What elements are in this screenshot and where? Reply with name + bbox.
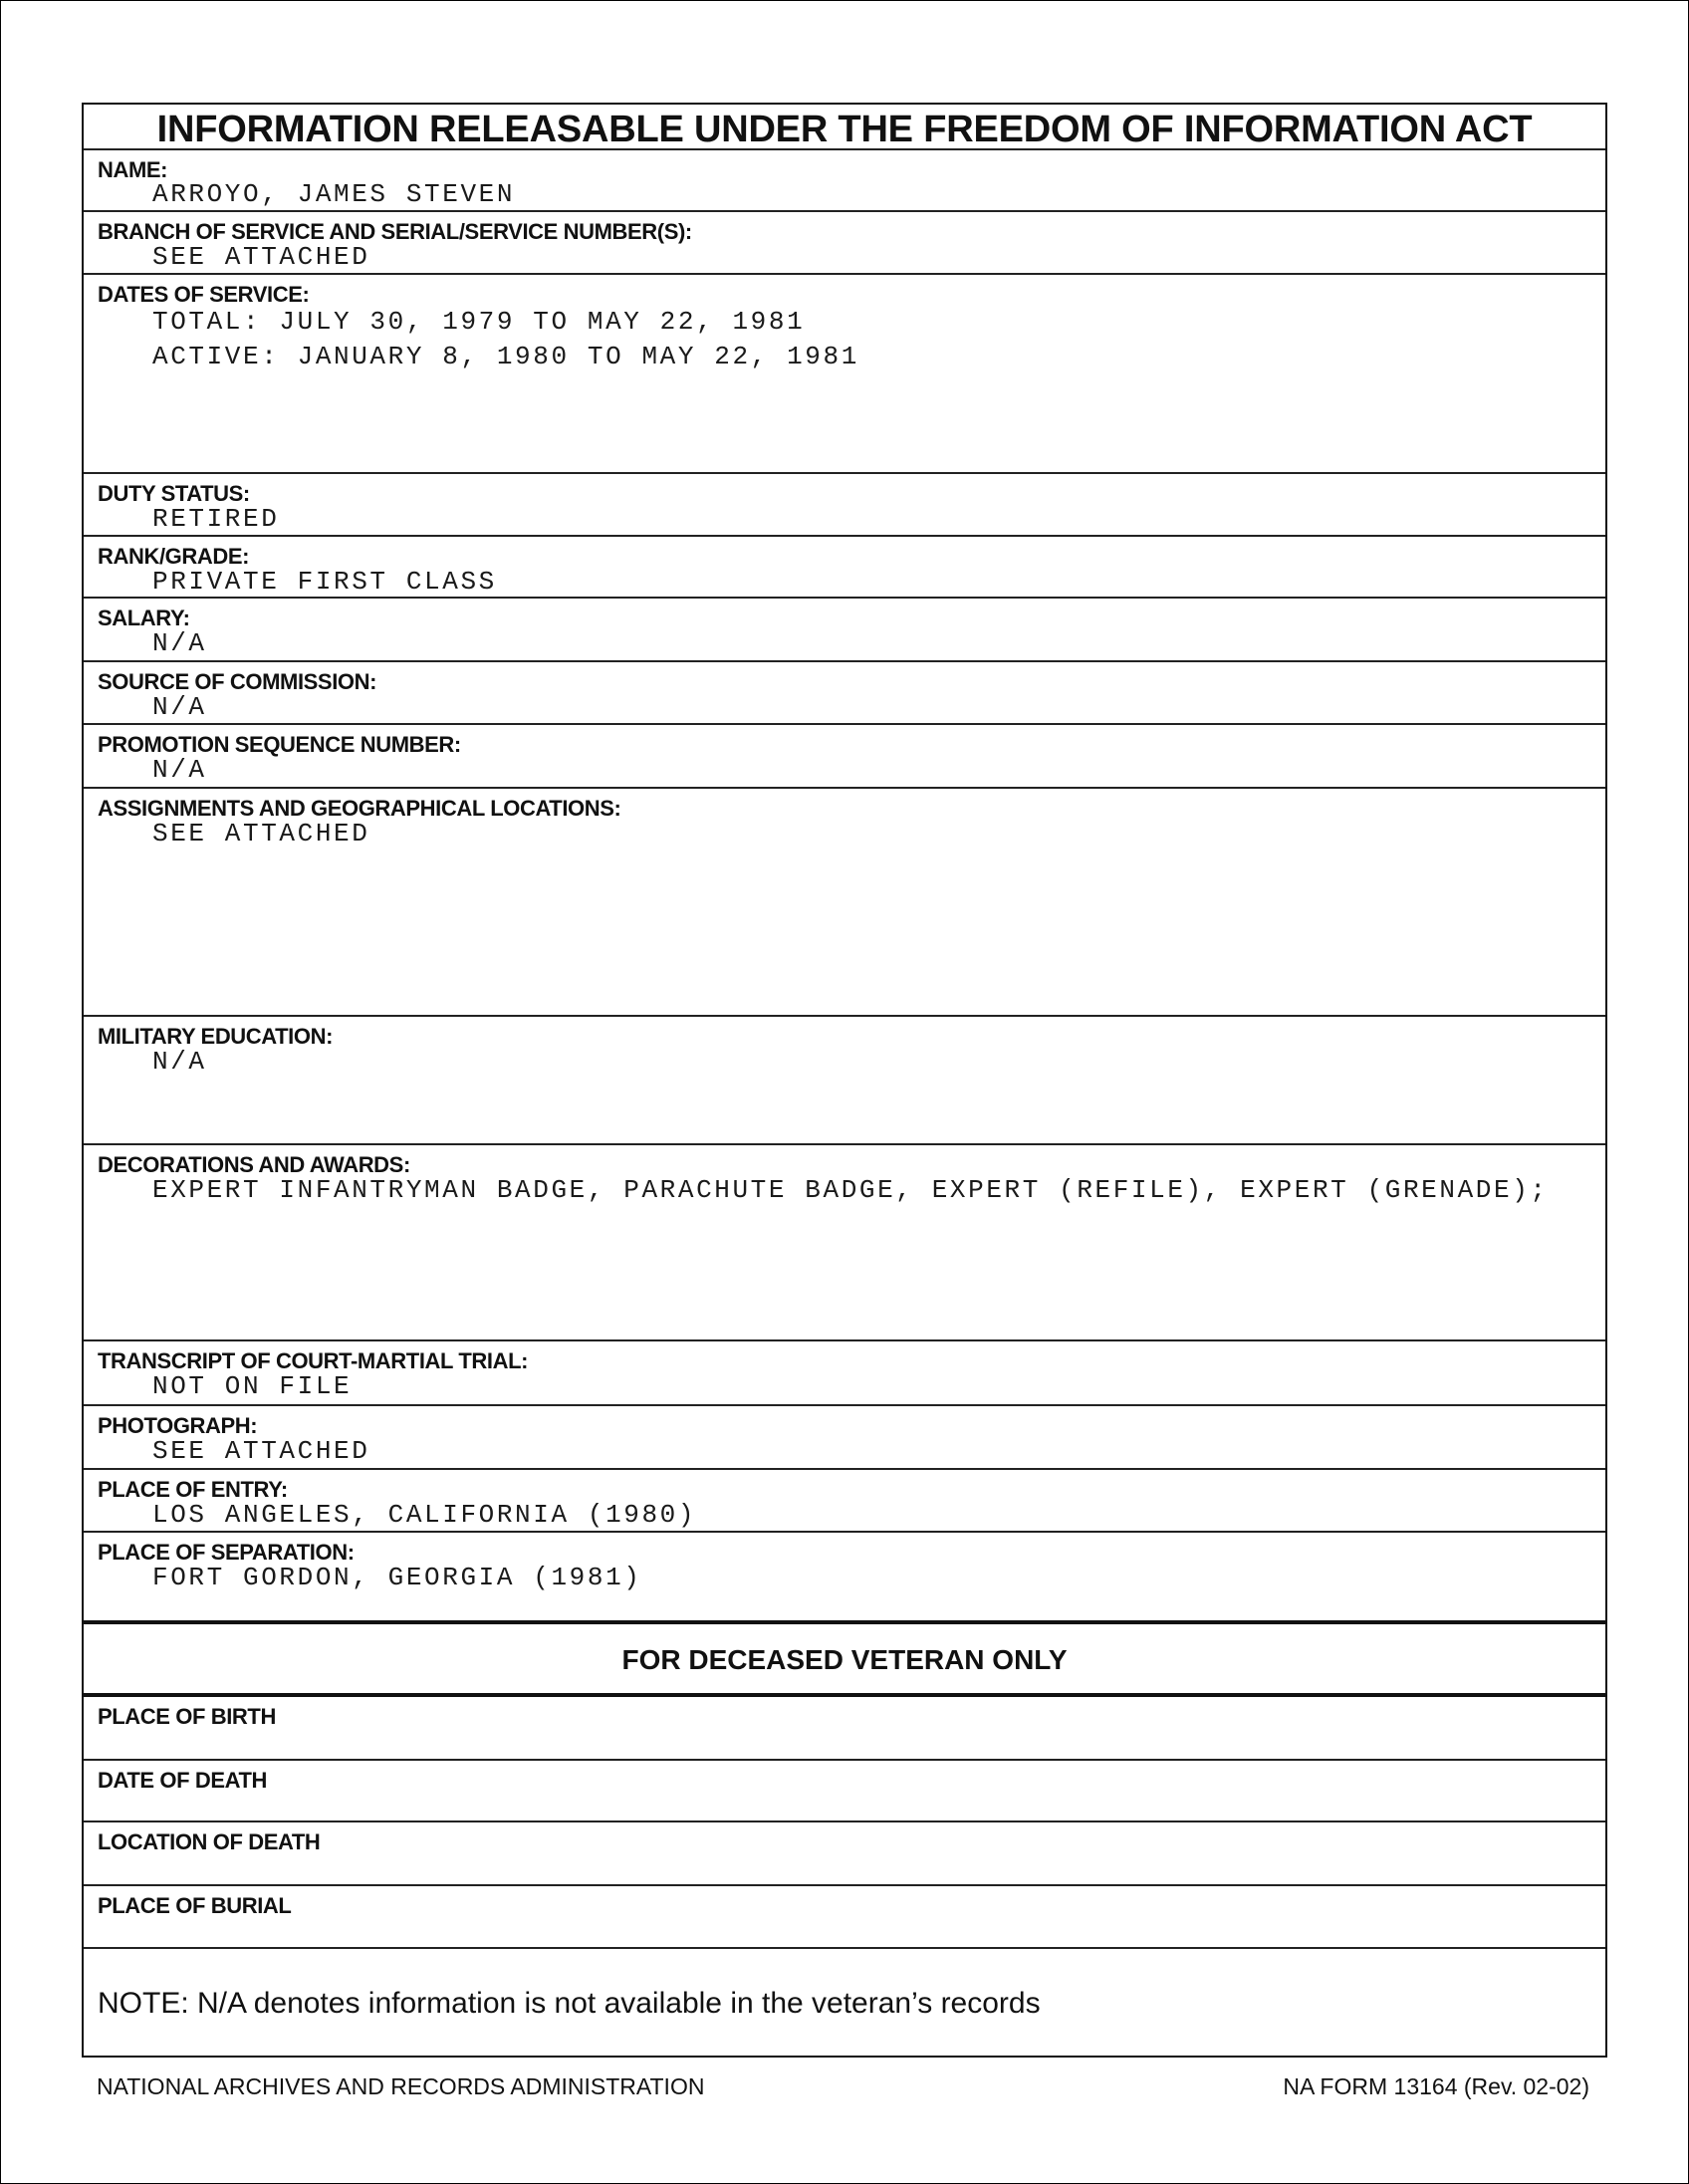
foia-form (82, 103, 1607, 2058)
field-label: ASSIGNMENTS AND GEOGRAPHICAL LOCATIONS: (98, 796, 621, 821)
field-branch-of-service (84, 212, 1605, 275)
form-title: INFORMATION RELEASABLE UNDER THE FREEDOM OF INFORMATION ACT (156, 109, 1533, 150)
field-label: LOCATION OF DEATH (98, 1829, 321, 1854)
field-value: EXPERT INFANTRYMAN BADGE, PARACHUTE BADGE, EXPERT (REFILE), EXPERT (GRENADE); (152, 1175, 1549, 1205)
field-place-of-separation (84, 1533, 1605, 1624)
field-label: PLACE OF BURIAL (98, 1893, 292, 1918)
field-place-of-entry (84, 1470, 1605, 1533)
field-value-active: ACTIVE: JANUARY 8, 1980 TO MAY 22, 1981 (152, 342, 859, 371)
field-label: BRANCH OF SERVICE AND SERIAL/SERVICE NUMBER(S): (98, 219, 692, 244)
field-source-of-commission (84, 662, 1605, 725)
field-promotion-sequence-number (84, 725, 1605, 789)
field-value: RETIRED (152, 504, 280, 534)
field-military-education (84, 1017, 1605, 1145)
field-label: PROMOTION SEQUENCE NUMBER: (98, 732, 461, 757)
field-photograph (84, 1406, 1605, 1470)
field-name (84, 150, 1605, 212)
field-value: SEE ATTACHED (152, 242, 370, 272)
deceased-section-header: FOR DECEASED VETERAN ONLY (621, 1644, 1068, 1675)
form-title-row (84, 105, 1605, 150)
field-date-of-death (84, 1761, 1605, 1822)
field-label: PLACE OF ENTRY: (98, 1477, 288, 1502)
field-label: MILITARY EDUCATION: (98, 1024, 334, 1049)
field-value: N/A (152, 755, 207, 785)
field-assignments (84, 789, 1605, 1017)
field-value: ARROYO, JAMES STEVEN (152, 179, 516, 209)
field-label: SALARY: (98, 606, 190, 630)
field-value: N/A (152, 1047, 207, 1077)
field-label: DECORATIONS AND AWARDS: (98, 1152, 410, 1177)
field-value: FORT GORDON, GEORGIA (1981) (152, 1563, 642, 1592)
field-label: PLACE OF SEPARATION: (98, 1540, 355, 1565)
field-value: NOT ON FILE (152, 1371, 353, 1401)
field-value: SEE ATTACHED (152, 1436, 370, 1466)
footer-agency: NATIONAL ARCHIVES AND RECORDS ADMINISTRATION (97, 2073, 705, 2099)
field-value: LOS ANGELES, CALIFORNIA (1980) (152, 1500, 697, 1530)
field-value: N/A (152, 628, 207, 658)
field-place-of-burial (84, 1886, 1605, 1949)
field-label: TRANSCRIPT OF COURT-MARTIAL TRIAL: (98, 1348, 529, 1373)
field-label: PLACE OF BIRTH (98, 1704, 276, 1729)
field-place-of-birth (84, 1697, 1605, 1761)
field-duty-status (84, 474, 1605, 537)
field-value: PRIVATE FIRST CLASS (152, 567, 497, 597)
field-value: SEE ATTACHED (152, 819, 370, 849)
field-label: NAME: (98, 157, 168, 182)
field-rank-grade (84, 537, 1605, 599)
field-label: PHOTOGRAPH: (98, 1413, 258, 1438)
deceased-section-header-row (84, 1624, 1605, 1697)
field-dates-of-service (84, 275, 1605, 474)
field-label: DATES OF SERVICE: (98, 282, 310, 307)
field-location-of-death (84, 1822, 1605, 1886)
field-decorations-awards (84, 1145, 1605, 1341)
field-value: N/A (152, 692, 207, 722)
field-court-martial-transcript (84, 1341, 1605, 1406)
note-row (84, 1949, 1605, 2056)
field-label: RANK/GRADE: (98, 544, 250, 569)
field-label: DATE OF DEATH (98, 1768, 267, 1793)
footer-form-number: NA FORM 13164 (Rev. 02-02) (1283, 2073, 1589, 2099)
field-label: DUTY STATUS: (98, 481, 250, 506)
field-label: SOURCE OF COMMISSION: (98, 669, 377, 694)
field-salary (84, 599, 1605, 662)
field-value-total: TOTAL: JULY 30, 1979 TO MAY 22, 1981 (152, 307, 806, 337)
note-text: NOTE: N/A denotes information is not available in the veteran’s records (98, 1987, 1041, 2020)
